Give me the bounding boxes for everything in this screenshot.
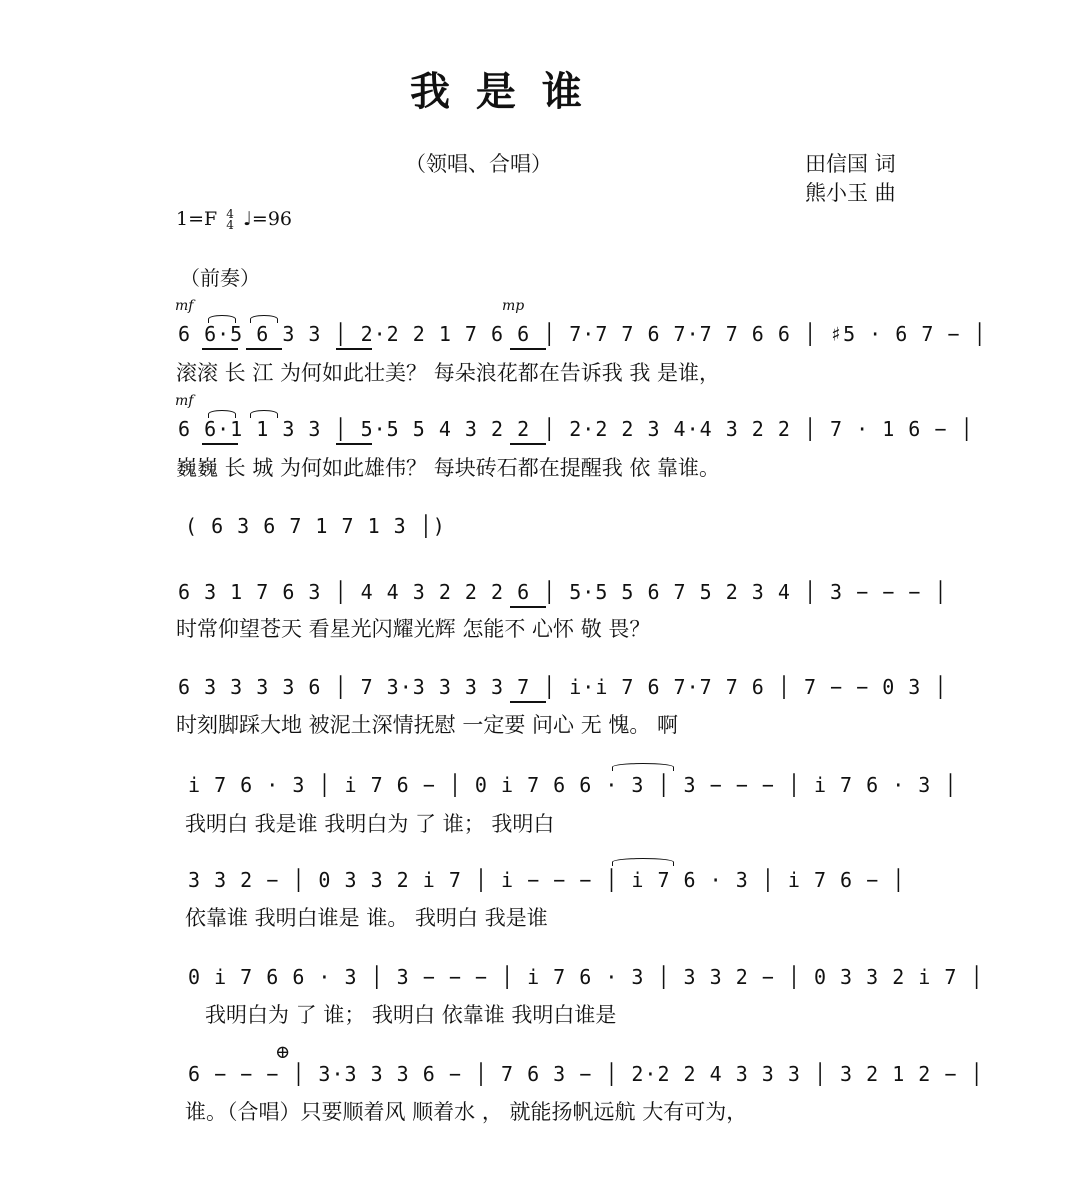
lyric-line-7: 依靠谁 我明白谁是 谁。 我明白 我是谁 — [185, 906, 548, 930]
tempo-marking — [176, 208, 292, 231]
lyricist-credit: 田信国 词 — [805, 152, 896, 176]
notation-line-6: i 7 6 · 3 │ i 7 6 − │ 0 i 7 6 6 · 3 │ 3 − − − │ i 7 6 · 3 │ — [188, 773, 958, 797]
lyric-line-8: 我明白为 了 谁； 我明白 依靠谁 我明白谁是 — [205, 1003, 617, 1027]
dynamic-mf-1: mf — [175, 298, 194, 314]
beam-mark — [336, 348, 372, 350]
notation-line-9: 6 − − − │ 3·3 3 3 6 − │ 7 6 3 − │ 2·2 2 4 3 3 3 │ 3 2 1 2 − │ — [188, 1062, 984, 1086]
beam-mark — [510, 701, 546, 703]
slur-mark — [208, 315, 236, 323]
notation-line-8: 0 i 7 6 6 · 3 │ 3 − − − │ i 7 6 · 3 │ 3 3 2 − │ 0 3 3 2 i 7 │ — [188, 965, 984, 989]
song-title: 我 是 谁 — [410, 69, 588, 115]
notation-line-2: 6 6·1 1 3 3 │ 5·5 5 4 3 2 2 │ 2·2 2 3 4·4 3 2 2 │ 7 · 1 6 − │ — [178, 417, 974, 441]
beam-mark — [336, 443, 372, 445]
slur-mark — [208, 410, 236, 418]
time-signature — [226, 209, 234, 231]
beam-mark — [510, 606, 546, 608]
slur-mark — [250, 410, 278, 418]
coda-sign-icon: ⊕ — [275, 1042, 291, 1063]
composer-credit: 熊小玉 曲 — [805, 181, 896, 205]
lyric-line-6: 我明白 我是谁 我明白为 了 谁； 我明白 — [185, 812, 555, 836]
performance-note: （领唱、合唱） — [405, 152, 552, 176]
time-signature-top: 4 — [226, 207, 234, 221]
tempo-bpm: ♩=96 — [242, 208, 292, 230]
slur-mark — [612, 858, 674, 866]
slur-mark — [612, 763, 674, 771]
notation-line-3: ( 6 3 6 7 1 7 1 3 │) — [185, 514, 446, 538]
notation-line-7: 3 3 2 − │ 0 3 3 2 i 7 │ i − − − │ i 7 6 · 3 │ i 7 6 − │ — [188, 868, 906, 892]
beam-mark — [510, 348, 546, 350]
lyric-line-9: 谁。（合唱）只要顺着风 顺着水 ， 就能扬帆远航 大有可为， — [185, 1100, 748, 1124]
notation-line-1: 6 6·5 6 3 3 │ 2·2 2 1 7 6 6 │ 7·7 7 6 7·7 7 6 6 │ ♯5 · 6 7 − │ — [178, 322, 987, 346]
slur-mark — [250, 315, 278, 323]
lyric-line-2: 巍巍 长 城 为何如此雄伟？ 每块砖石都在提醒我 依 靠谁。 — [176, 456, 721, 480]
dynamic-mf-2: mf — [175, 393, 194, 409]
dynamic-mp: mp — [502, 298, 525, 314]
lyric-line-5: 时刻脚踩大地 被泥土深情抚慰 一定要 问心 无 愧。 啊 — [176, 713, 679, 737]
key-signature: 1=F — [176, 208, 218, 230]
time-signature-bottom: 4 — [226, 218, 234, 232]
beam-mark — [246, 348, 282, 350]
notation-line-5: 6 3 3 3 3 6 │ 7 3·3 3 3 3 7 │ i·i 7 6 7·7 7 6 │ 7 − − 0 3 │ — [178, 675, 948, 699]
lyric-line-4: 时常仰望苍天 看星光闪耀光辉 怎能不 心怀 敬 畏？ — [176, 617, 651, 641]
lyric-line-1: 滚滚 长 江 为何如此壮美？ 每朵浪花都在告诉我 我 是谁， — [176, 361, 721, 385]
beam-mark — [202, 348, 238, 350]
beam-mark — [202, 443, 238, 445]
intro-label: （前奏） — [180, 266, 260, 290]
beam-mark — [510, 443, 546, 445]
notation-line-4: 6 3 1 7 6 3 │ 4 4 3 2 2 2 6 │ 5·5 5 6 7 5 2 3 4 │ 3 − − − │ — [178, 580, 948, 604]
